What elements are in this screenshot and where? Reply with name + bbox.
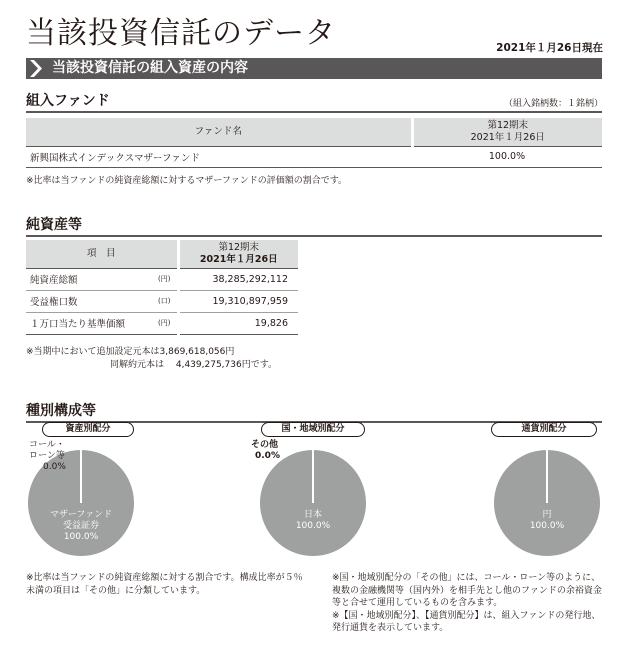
- row-label: １万口当たり基準価額: [26, 312, 138, 334]
- net-assets-table: [26, 240, 298, 335]
- main-label-line: 受益証券: [62, 521, 99, 531]
- row-unit: (円): [138, 268, 178, 290]
- pie-external-label: [251, 440, 280, 462]
- ext-label-line: 0.0%: [43, 462, 66, 472]
- pie-slice-divider: [80, 450, 82, 503]
- fund-period-date: 2021年１月26日: [470, 131, 545, 143]
- main-label-line: 円: [542, 510, 552, 520]
- fund-period-header: [412, 118, 602, 146]
- types-note-issuance: ※【国・地域別配分】、【通貨別配分】は、組入ファンドの発行地、発行通貨を表示しています。: [332, 610, 601, 633]
- row-value: 19,310,897,959: [178, 290, 298, 312]
- section-banner: [26, 58, 602, 79]
- pie-slice-divider: [546, 450, 548, 503]
- page-title: 当該投資信託のデータ: [26, 16, 336, 51]
- fund-ratio: 100.0%: [412, 146, 602, 167]
- funds-table: [26, 118, 602, 168]
- types-note-left: ※比率は当ファンドの純資産総額に対する割合です。構成比率が５％未満の項目は「その他」に分類しています。: [26, 573, 303, 596]
- ext-label-line: コール・: [29, 440, 65, 450]
- table-row: [26, 146, 602, 167]
- nav-note-redemption: 同解約元本は 4,439,275,736円です。: [110, 359, 277, 370]
- nav-divider: [26, 235, 602, 237]
- row-value: 19,826: [178, 312, 298, 334]
- types-note-right: [332, 572, 604, 635]
- funds-section-title: 組入ファンド: [26, 93, 110, 109]
- nav-note: [26, 346, 277, 371]
- fund-name: 新興国株式インデックスマザーファンド: [26, 146, 412, 167]
- as-of-date: 2021年１月26日現在: [496, 42, 603, 54]
- table-row: [26, 312, 298, 334]
- asset-allocation-title: 資産別配分: [42, 422, 134, 437]
- main-label-line: 100.0%: [63, 532, 99, 542]
- nav-section-title: 純資産等: [26, 217, 82, 233]
- fund-period-label: 第12期末: [487, 119, 529, 131]
- currency-allocation-title: 通貨別配分: [491, 422, 597, 437]
- nav-note-subscription: ※当期中において追加設定元本は3,869,618,056円: [26, 347, 235, 357]
- fund-name-header: ファンド名: [26, 118, 412, 146]
- funds-note: ※比率は当ファンドの純資産総額に対するマザーファンドの評価額の割合です。: [26, 176, 348, 186]
- pie-main-label: [40, 510, 122, 543]
- nav-period-date: 2021年１月26日: [199, 253, 278, 265]
- pie-external-label: [29, 440, 66, 473]
- ext-label-line: 0.0%: [255, 451, 280, 461]
- row-label: 受益権口数: [26, 290, 138, 312]
- nav-period-header: [178, 240, 298, 268]
- row-unit: (口): [138, 290, 178, 312]
- pie-slice-divider: [312, 450, 314, 503]
- funds-divider: [26, 111, 602, 113]
- holdings-count: （組入銘柄数：１銘柄）: [503, 99, 603, 109]
- nav-item-header: 項 目: [26, 240, 178, 268]
- row-unit: (円): [138, 312, 178, 334]
- table-row: [26, 268, 298, 290]
- main-label-line: 100.0%: [529, 521, 565, 531]
- ext-label-line: その他: [251, 440, 279, 450]
- main-label-line: マザーファンド: [49, 510, 113, 520]
- banner-text: 当該投資信託の組入資産の内容: [52, 60, 248, 76]
- types-note-other: ※国・地域別配分の「その他」には、コール・ローン等のように、複数の金融機関等（国内外）を相手先とし他のファンドの余裕資金等と合せて運用しているものを含みます。: [332, 573, 602, 608]
- region-allocation-title: 国・地域別配分: [261, 422, 365, 437]
- pie-main-label: [517, 510, 577, 532]
- types-section-title: 種別構成等: [26, 403, 96, 419]
- pie-main-label: [283, 510, 343, 532]
- nav-period-label: 第12期末: [218, 241, 260, 253]
- table-row: [26, 290, 298, 312]
- main-label-line: 日本: [303, 510, 322, 520]
- ext-label-line: ローン等: [29, 451, 65, 461]
- row-value: 38,285,292,112: [178, 268, 298, 290]
- main-label-line: 100.0%: [295, 521, 331, 531]
- row-label: 純資産総額: [26, 268, 138, 290]
- chevron-right-icon: [26, 58, 46, 79]
